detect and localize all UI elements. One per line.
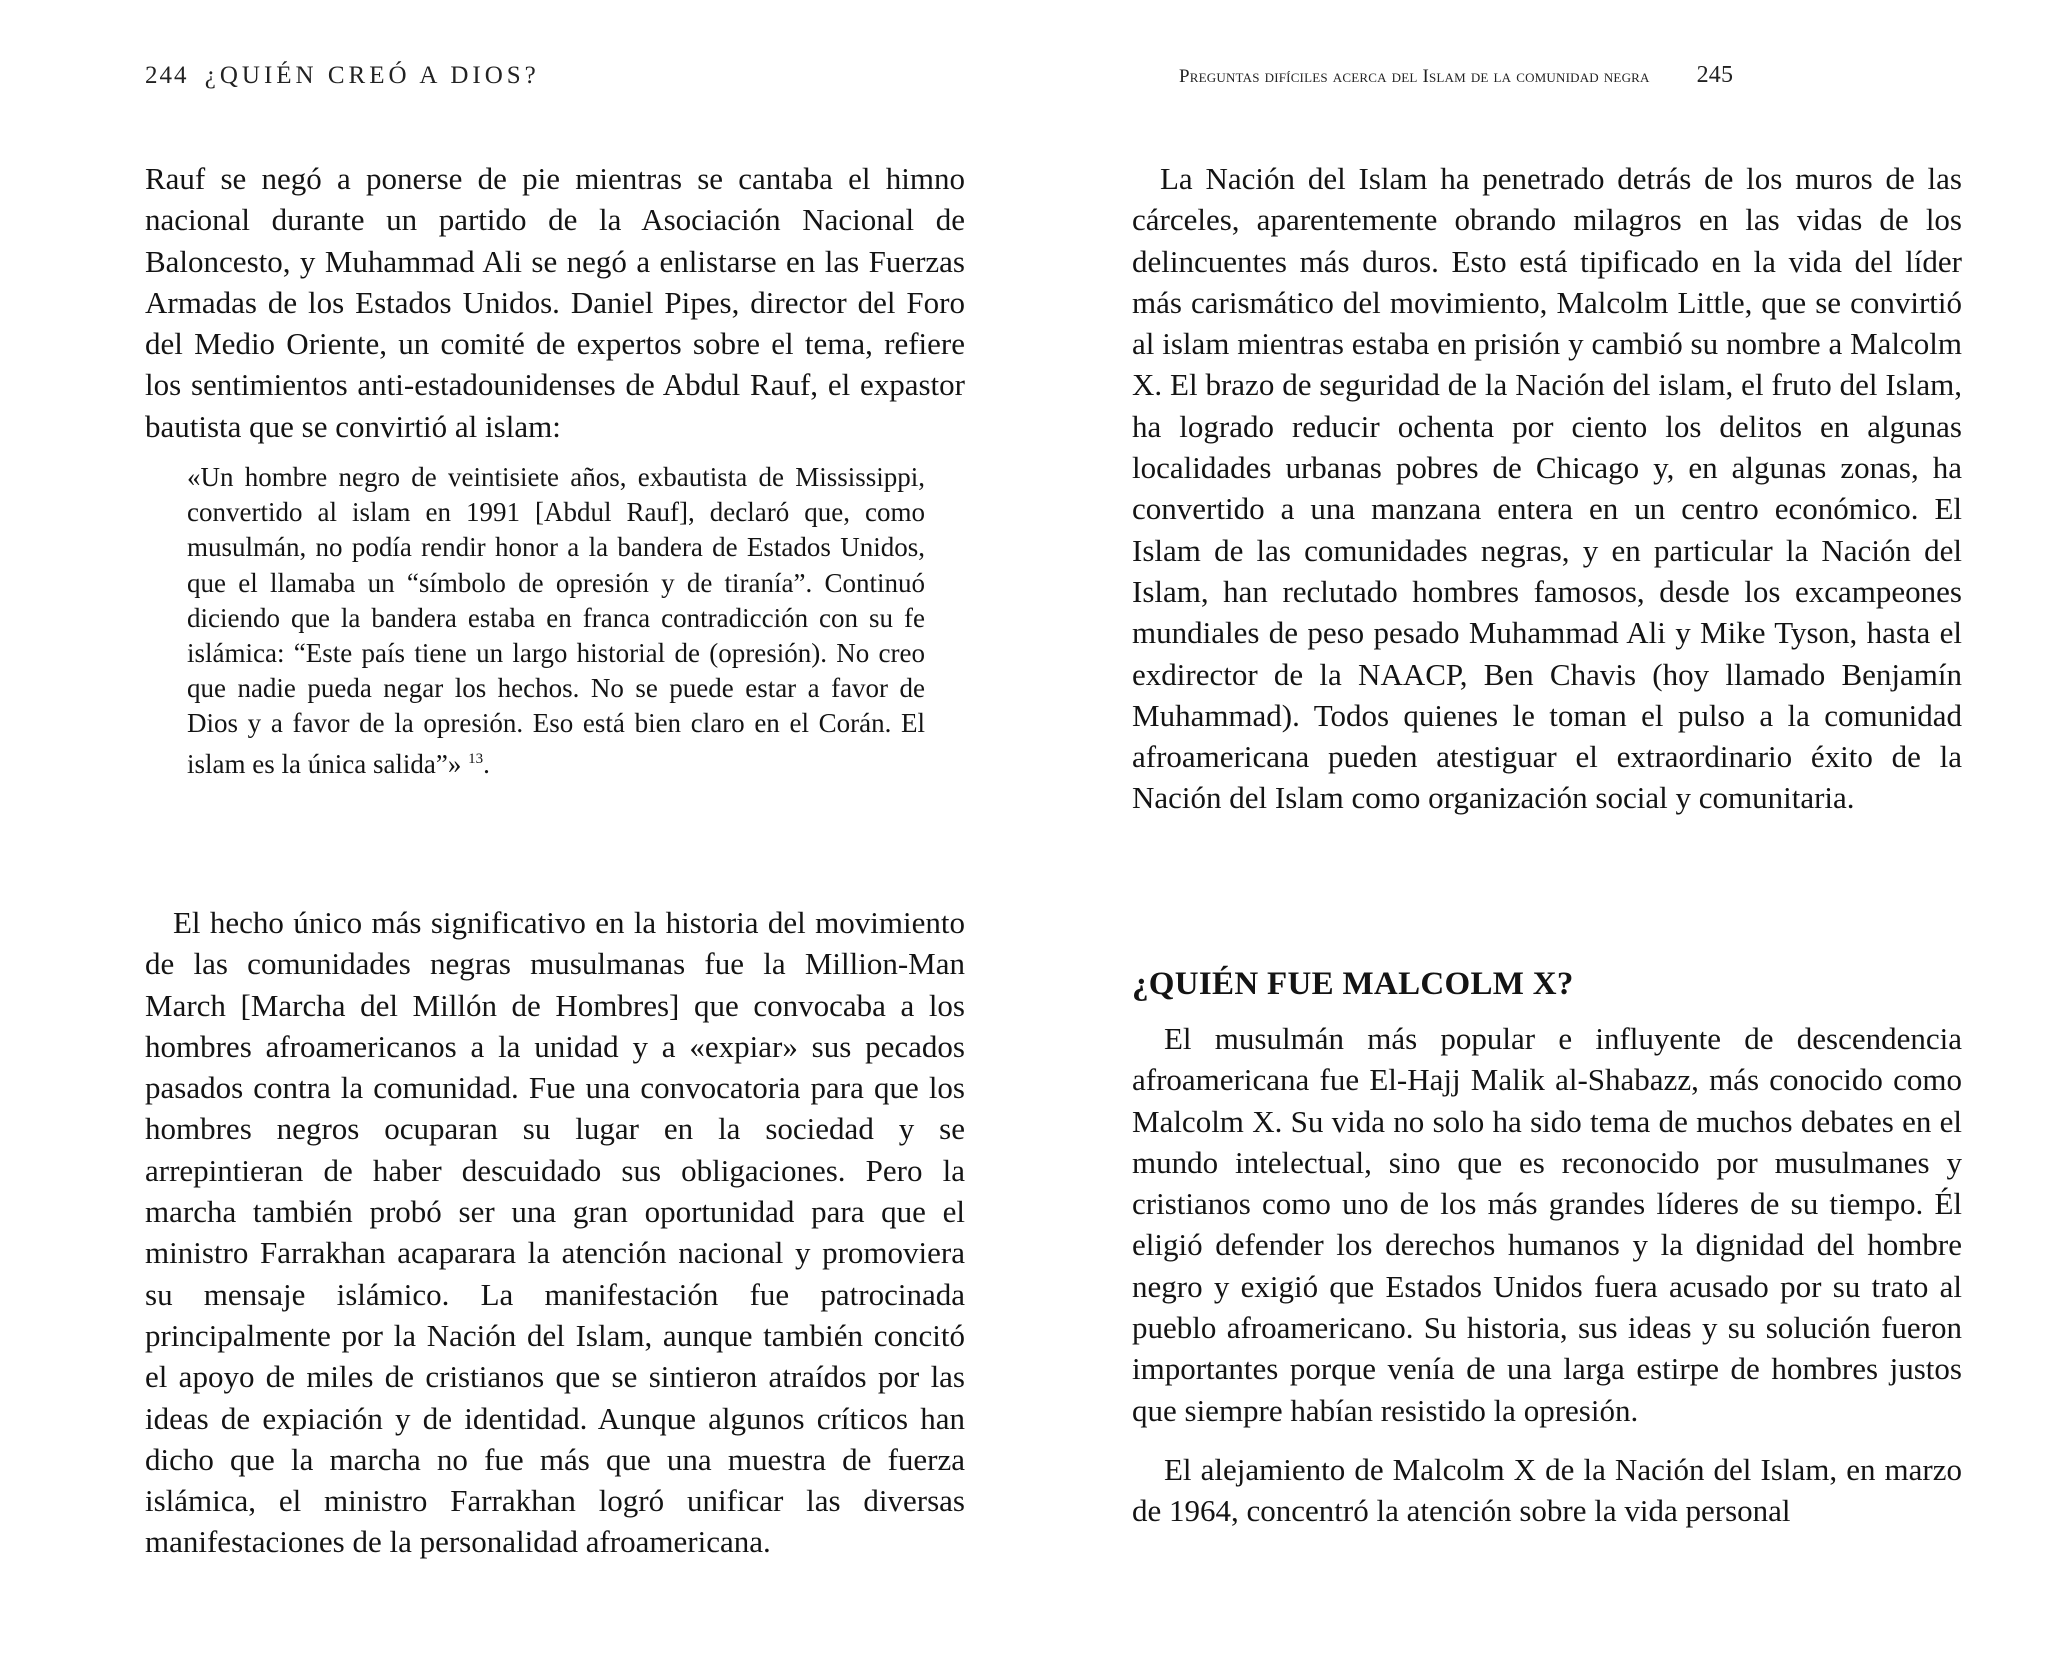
quote-text: «Un hombre negro de veintisiete años, exbautista de Mississippi, convertido al islam en 1991 [Abdul Rauf], declaró que, como musulmán, no podía rendir honor a la bandera de Estados Unidos, que el llamaba un “símbolo de opresión y de tiranía”. Continuó diciendo que la bandera estaba en franca contradicción con su fe islámica: “Este país tiene un largo historial de (opresión). No creo que nadie pueda negar los hechos. No se puede estar a favor de Dios y a favor de la opresión. Eso está bien claro en el Corán. El islam es la única salida”» [187, 462, 925, 779]
right-page [1024, 0, 2048, 1670]
footnote-reference: 13 [468, 750, 484, 767]
right-paragraph-2: El musulmán más popular e influyente de descendencia afroamericana fue El-Hajj Malik al-Shabazz, más conocido como Malcolm X. Su vida no solo ha sido tema de muchos debates en el mundo intelectual, sino que es reconocido por musulmanes y cristianos como uno de los más grandes líderes de su tiempo. Él eligió defender los derechos humanos y la dignidad del hombre negro y exigió que Estados Unidos fuera acusado por su trato al pueblo afroamericano. Su historia, sus ideas y su solución fueron importantes porque venía de una larga estirpe de hombres justos que siempre habían resistido la opresión. [1132, 1021, 1962, 1428]
right-running-title: Preguntas difíciles acerca del Islam de la comunidad negra [1179, 66, 1650, 87]
left-page-number: 244 [145, 62, 189, 89]
left-paragraph-1: Rauf se negó a ponerse de pie mientras se cantaba el himno nacional durante un partido de la Asociación Nacional de Baloncesto, y Muhammad Ali se negó a enlistarse en las Fuerzas Armadas de los Estados Unidos. Daniel Pipes, director del Foro del Medio Oriente, un comité de expertos sobre el tema, refiere los sentimientos anti-estadounidenses de Abdul Rauf, el expastor bautista que se convirtió al islam: [145, 161, 965, 444]
left-running-title: ¿QUIÉN CREÓ A DIOS? [204, 62, 540, 89]
section-heading: ¿QUIÉN FUE MALCOLM X? [1132, 966, 1574, 1002]
right-page-number: 245 [1696, 62, 1734, 88]
right-section-body [1132, 1018, 1962, 1532]
block-quote: «Un hombre negro de veintisiete años, exbautista de Mississippi, convertido al islam en 1991 [Abdul Rauf], declaró que, como musulmán, no podía rendir honor a la bandera de Estados Unidos, que el llamaba un “símbolo de opresión y de tiranía”. Continuó diciendo que la bandera estaba en franca contradicción con su fe islámica: “Este país tiene un largo historial de (opresión). No creo que nadie pueda negar los hechos. No se puede estar a favor de Dios y a favor de la opresión. Eso está bien claro en el Corán. El islam es la única salida”» $^{13}$. [187, 462, 925, 779]
left-paragraph-2: El hecho único más significativo en la historia del movimiento de las comunidades negras musulmanas fue la Million-Man March [Marcha del Millón de Hombres] que convocaba a los hombres afroamericanos a la unidad y a «expiar» sus pecados pasados contra la comunidad. Fue una convocatoria para que los hombres negros ocuparan su lugar en la sociedad y se arrepintieran de haber descuidado sus obligaciones. Pero la marcha también probó ser una gran oportunidad para que el ministro Farrakhan acaparara la atención nacional y promoviera su mensaje islámico. La manifestación fue patrocinada principalmente por la Nación del Islam, aunque también concitó el apoyo de miles de cristianos que se sintieron atraídos por las ideas de expiación y de identidad. Aunque algunos críticos han dicho que la marcha no fue más que una muestra de fuerza islámica, el ministro Farrakhan logró unificar las diversas manifestaciones de la personalidad afroamericana. [145, 905, 965, 1560]
right-running-head [1179, 62, 1733, 89]
left-running-head [145, 62, 540, 90]
right-paragraph-1: La Nación del Islam ha penetrado detrás de los muros de las cárceles, aparentemente obrando milagros en las vidas de los delincuentes más duros. Esto está tipificado en la vida del líder más carismático del movimiento, Malcolm Little, que se convirtió al islam mientras estaba en prisión y cambió su nombre a Malcolm X. El brazo de seguridad de la Nación del islam, el fruto del Islam, ha logrado reducir ochenta por ciento los delitos en algunas localidades urbanas pobres de Chicago y, en algunas zonas, ha convertido a una manzana entera en un centro económico. El Islam de las comunidades negras, y en particular la Nación del Islam, han reclutado hombres famosos, desde los excampeones mundiales de peso pesado Muhammad Ali y Mike Tyson, hasta el exdirector de la NAACP, Ben Chavis (hoy llamado Benjamín Muhammad). Todos quienes le toman el pulso a la comunidad afroamericana pueden atestiguar el extraordinario éxito de la Nación del Islam como organización social y comunitaria. [1132, 161, 1962, 816]
right-paragraph-3: El alejamiento de Malcolm X de la Nación del Islam, en marzo de 1964, concentró la atención sobre la vida personal [1132, 1451, 1962, 1529]
